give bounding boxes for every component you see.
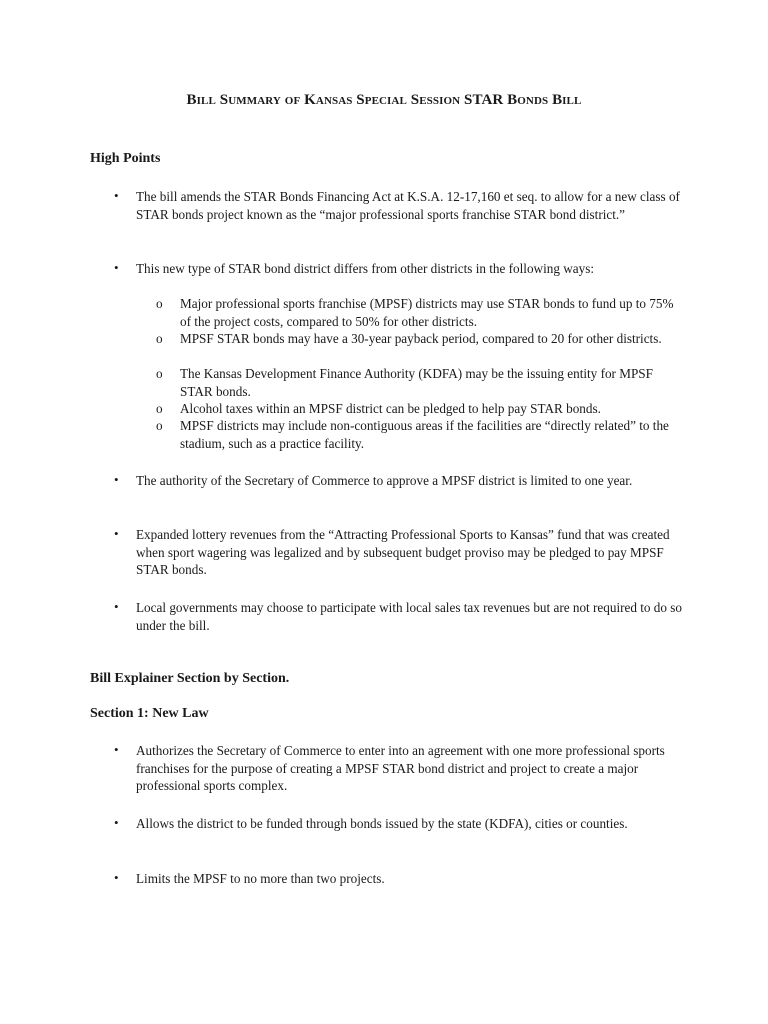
bullet-icon: • — [114, 815, 119, 830]
bullet-icon: • — [114, 188, 119, 203]
bullet-text: Allows the district to be funded through bonds issued by the state (KDFA), cities or counties. — [136, 816, 628, 831]
circle-bullet-icon: o — [156, 401, 163, 416]
bullet-text: The authority of the Secretary of Commerce to approve a MPSF district is limited to one year. — [136, 473, 633, 488]
bullet-text: This new type of STAR bond district differs from other districts in the following ways: — [136, 261, 595, 276]
sub-item-text: The Kansas Development Finance Authority (KDFA) may be the issuing entity for MPSF STAR bonds. — [180, 366, 653, 399]
document-title: Bill Summary of Kansas Special Session STAR Bonds Bill — [186, 92, 582, 108]
sub-list-item — [156, 400, 686, 418]
bullet-icon: • — [114, 260, 119, 275]
bullet-text: Expanded lottery revenues from the “Attracting Professional Sports to Kansas” fund that was created when sport wagering was legalized and by subsequent budget proviso may be pledged to pay MPSF STAR bonds. — [136, 527, 670, 577]
list-item — [90, 260, 690, 278]
bullet-text: Authorizes the Secretary of Commerce to enter into an agreement with one more professional sports franchises for the purpose of creating a MPSF STAR bond district and project to create a major professional sports complex. — [136, 743, 665, 793]
sub-list-item — [156, 295, 686, 330]
circle-bullet-icon: o — [156, 418, 163, 433]
bullet-icon: • — [114, 599, 119, 614]
sub-item-text: Major professional sports franchise (MPSF) districts may use STAR bonds to fund up to 75% of the project costs, compared to 50% for other districts. — [180, 296, 674, 329]
circle-bullet-icon: o — [156, 331, 163, 346]
bullet-icon: • — [114, 526, 119, 541]
circle-bullet-icon: o — [156, 366, 163, 381]
list-item — [90, 526, 690, 579]
sub-list-item — [156, 330, 686, 348]
bullet-icon: • — [114, 870, 119, 885]
high-points-heading: High Points — [90, 151, 161, 166]
section-1-heading: Section 1: New Law — [90, 706, 209, 721]
bullet-text: Local governments may choose to participate with local sales tax revenues but are not required to do so under the bill. — [136, 600, 683, 633]
sub-item-text: MPSF STAR bonds may have a 30-year payback period, compared to 20 for other districts. — [180, 331, 662, 346]
circle-bullet-icon: o — [156, 296, 163, 311]
sub-item-text: MPSF districts may include non-contiguous areas if the facilities are “directly related” to the stadium, such as a practice facility. — [180, 418, 669, 451]
list-item — [90, 870, 690, 888]
list-item — [90, 188, 690, 223]
bullet-text: The bill amends the STAR Bonds Financing Act at K.S.A. 12-17,160 et seq. to allow for a new class of STAR bonds project known as the “major professional sports franchise STAR bond district.” — [136, 189, 680, 222]
sub-item-text: Alcohol taxes within an MPSF district can be pledged to help pay STAR bonds. — [180, 401, 601, 416]
bullet-icon: • — [114, 472, 119, 487]
list-item — [90, 472, 690, 490]
list-item — [90, 742, 690, 795]
list-item — [90, 815, 690, 833]
sub-list-item — [156, 365, 686, 400]
sub-list-item — [156, 417, 686, 452]
bullet-icon: • — [114, 742, 119, 757]
list-item — [90, 599, 690, 634]
explainer-heading: Bill Explainer Section by Section. — [90, 671, 290, 686]
bullet-text: Limits the MPSF to no more than two projects. — [136, 871, 385, 886]
